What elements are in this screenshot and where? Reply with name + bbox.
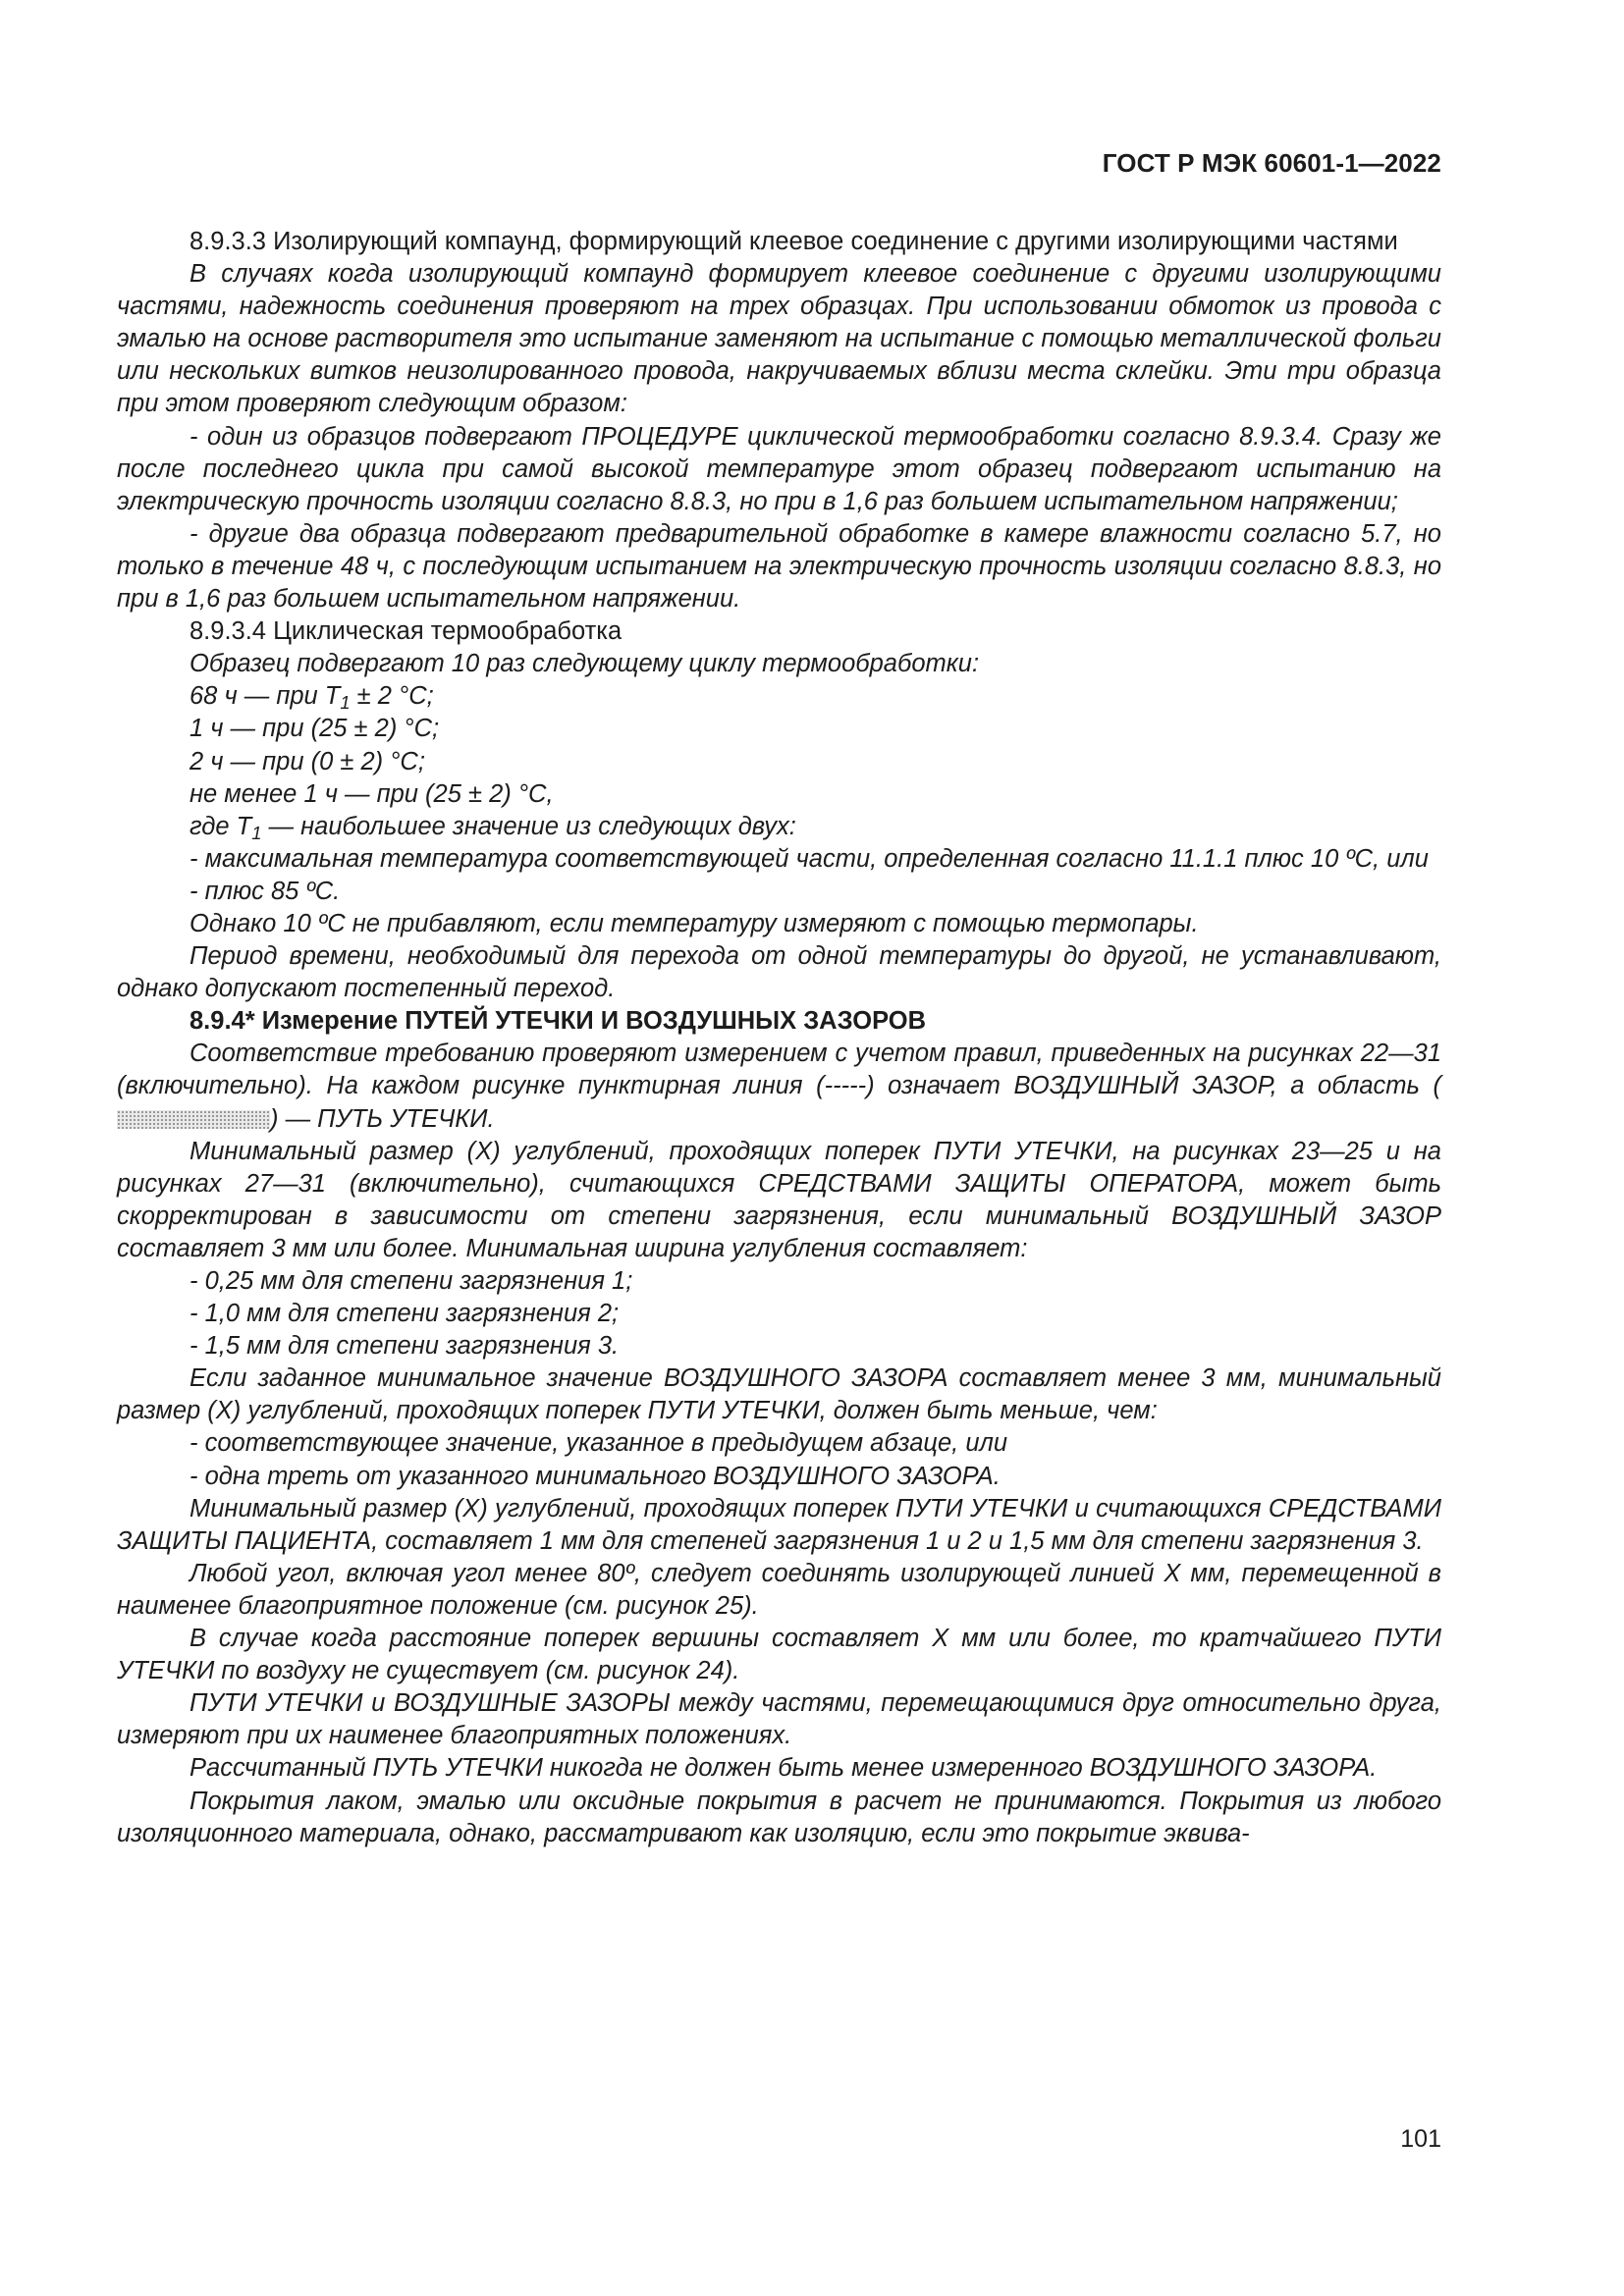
paragraph — [117, 811, 1441, 843]
paragraph — [117, 1623, 1441, 1687]
paragraph-text: Минимальный размер (X) углублений, проходящих поперек ПУТИ УТЕЧКИ, на рисунках 23—25 и на рисунках 27—31 (включительно), считающихся СРЕДСТВАМИ ЗАЩИТЫ ОПЕРАТОРА, может быть скорректирован в зависимости от степени загрязнения, если минимальный ВОЗДУШНЫЙ ЗАЗОР составляет 3 мм или более. Минимальная ширина углубления составляет: — [117, 1137, 1441, 1262]
paragraph — [117, 940, 1441, 1005]
paragraph-text: 68 ч — при T — [189, 682, 341, 711]
paragraph — [117, 518, 1441, 615]
page-number: 101 — [1400, 2125, 1441, 2153]
paragraph-text: 2 ч — при (0 ± 2) °С; — [189, 747, 425, 775]
paragraph-text: Покрытия лаком, эмалью или оксидные покрытия в расчет не принимаются. Покрытия из любого изоляционного материала, однако, рассматривают как изоляцию, если это покрытие эквива- — [117, 1787, 1441, 1847]
paragraph-text: Однако 10 ºС не прибавляют, если температуру измеряют с помощью термопары. — [189, 909, 1199, 937]
paragraph — [117, 680, 1441, 713]
paragraph-text: Минимальный размер (X) углублений, проходящих поперек ПУТИ УТЕЧКИ и считающихся СРЕДСТВАМИ ЗАЩИТЫ ПАЦИЕНТА, составляет 1 мм для степеней загрязнения 1 и 2 и 1,5 мм для степени загрязнения 3. — [117, 1494, 1441, 1555]
paragraph — [117, 1265, 1441, 1298]
paragraph-text: - один из образцов подвергают ПРОЦЕДУРЕ циклической термообработки согласно 8.9.3.4. Сразу же после последнего цикла при самой высокой температуре этот образец подвергают испытанию на электрическую прочность изоляции согласно 8.8.3, но при в 1,6 раз большем испытательном напряжении; — [117, 422, 1441, 515]
paragraph-text: 1 ч — при (25 ± 2) °С; — [189, 715, 440, 743]
paragraph — [117, 1687, 1441, 1752]
paragraph-text: 8.9.3.3 Изолирующий компаунд, формирующий клеевое соединение с другими изолирующими частями — [189, 228, 1398, 255]
body-text — [117, 226, 1441, 1850]
paragraph — [117, 1298, 1441, 1330]
paragraph — [117, 876, 1441, 908]
paragraph-text: 8.9.3.4 Циклическая термообработка — [189, 617, 623, 646]
paragraph — [117, 1558, 1441, 1623]
paragraph-text: - одна треть от указанного минимального ВОЗДУШНОГО ЗАЗОРА. — [189, 1462, 1001, 1490]
paragraph — [117, 1786, 1441, 1850]
paragraph — [117, 1330, 1441, 1362]
paragraph-text: Рассчитанный ПУТЬ УТЕЧКИ никогда не должен быть менее измеренного ВОЗДУШНОГО ЗАЗОРА. — [189, 1754, 1378, 1783]
paragraph — [117, 648, 1441, 680]
paragraph-text: - 1,5 мм для степени загрязнения 3. — [189, 1332, 620, 1361]
paragraph — [117, 421, 1441, 518]
paragraph — [117, 778, 1441, 811]
paragraph-text: не менее 1 ч — при (25 ± 2) °С, — [189, 779, 554, 808]
subscript: 1 — [251, 822, 262, 843]
paragraph — [117, 746, 1441, 778]
paragraph — [117, 1461, 1441, 1493]
paragraph-text: В случаях когда изолирующий компаунд формирует клеевое соединение с другими изолирующими частями, надежность соединения проверяют на трех образцах. При использовании обмоток из провода с эмалью на основе растворителя это испытание заменяют на испытание с помощью металлической фольги или нескольких витков неизолированного провода, накручиваемых вблизи места склейки. Эти три образца при этом проверяют следующим образом: — [117, 260, 1441, 418]
paragraph — [117, 1427, 1441, 1460]
paragraph — [117, 258, 1441, 420]
paragraph-text: ПУТИ УТЕЧКИ и ВОЗДУШНЫЕ ЗАЗОРЫ между частями, перемещающимися друг относительно друга, измеряют при их наименее благоприятных положениях. — [117, 1689, 1441, 1750]
subscript: 1 — [340, 692, 351, 714]
paragraph — [117, 226, 1441, 258]
paragraph-text: - плюс 85 ºС. — [189, 877, 341, 905]
paragraph — [117, 1038, 1441, 1135]
paragraph — [117, 1136, 1441, 1265]
section-heading — [117, 1005, 1441, 1038]
paragraph-text-continued: ± 2 °С; — [350, 682, 434, 711]
paragraph-text: Образец подвергают 10 раз следующему циклу термообработки: — [189, 650, 980, 678]
paragraph-text: - максимальная температура соответствующей части, определенная согласно 11.1.1 плюс 10 ºС, или — [189, 844, 1429, 873]
paragraph-text: В случае когда расстояние поперек вершины составляет X мм или более, то кратчайшего ПУТИ УТЕЧКИ по воздуху не существует (см. рисунок 24). — [117, 1625, 1441, 1685]
paragraph-text: Соответствие требованию проверяют измерением с учетом правил, приведенных на рисунках 22—31 (включительно). На каждом рисунке пунктирная линия (-----) означает ВОЗДУШНЫЙ ЗАЗОР, а область ( — [117, 1040, 1441, 1100]
paragraph — [117, 843, 1441, 876]
paragraph-text-continued: — наибольшее значение из следующих двух: — [261, 812, 796, 840]
paragraph-text: где T — [189, 812, 252, 840]
paragraph — [117, 713, 1441, 745]
document-header: ГОСТ Р МЭК 60601-1—2022 — [1102, 148, 1441, 178]
paragraph — [117, 615, 1441, 648]
paragraph-text: Любой угол, включая угол менее 80º, следует соединять изолирующей линией X мм, перемещенной в наименее благоприятное положение (см. рисунок 25). — [117, 1559, 1441, 1620]
paragraph — [117, 1362, 1441, 1427]
paragraph-text: Если заданное минимальное значение ВОЗДУШНОГО ЗАЗОРА составляет менее 3 мм, минимальный размер (X) углублений, проходящих поперек ПУТИ УТЕЧКИ, должен быть меньше, чем: — [117, 1364, 1441, 1425]
paragraph-text-continued: ) — ПУТЬ УТЕЧКИ. — [270, 1104, 495, 1133]
paragraph-text: - 1,0 мм для степени загрязнения 2; — [189, 1300, 620, 1328]
paragraph — [117, 908, 1441, 940]
creepage-hatch-icon — [117, 1110, 270, 1129]
paragraph — [117, 1493, 1441, 1558]
paragraph-text: - другие два образца подвергают предварительной обработке в камере влажности согласно 5.7, но только в течение 48 ч, с последующим испытанием на электрическую прочность изоляции согласно 8.8.3, но при в 1,6 раз большем испытательном напряжении. — [117, 519, 1441, 614]
paragraph-text: - соответствующее значение, указанное в предыдущем абзаце, или — [189, 1429, 1008, 1458]
paragraph-text: - 0,25 мм для степени загрязнения 1; — [189, 1267, 633, 1295]
paragraph-text: Период времени, необходимый для перехода от одной температуры до другой, не устанавливают, однако допускают постепенный переход. — [117, 942, 1441, 1003]
paragraph-text: 8.9.4* Измерение ПУТЕЙ УТЕЧКИ И ВОЗДУШНЫХ ЗАЗОРОВ — [189, 1007, 926, 1036]
paragraph — [117, 1752, 1441, 1785]
